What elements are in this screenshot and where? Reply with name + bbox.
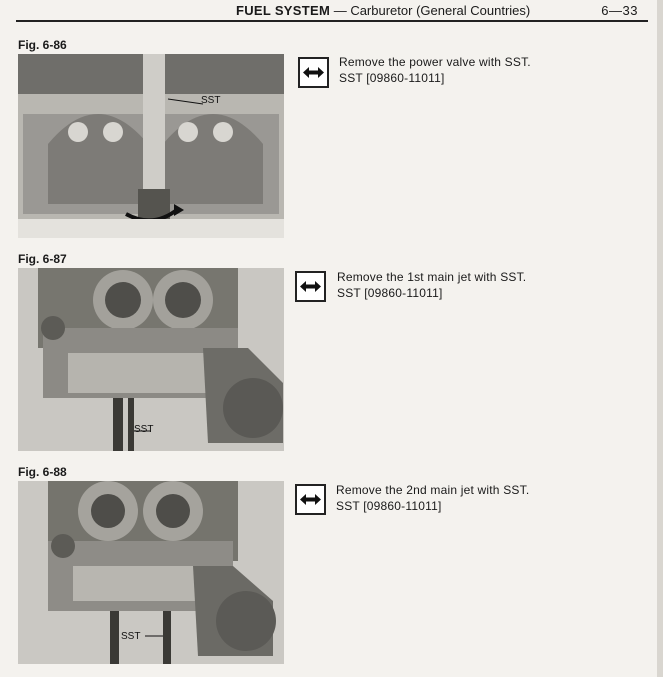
instruction-text [339,54,531,86]
page-edge [657,0,663,677]
remove-arrows-icon [295,484,326,515]
remove-arrows-icon [295,271,326,302]
subsection-title: — Carburetor (General Countries) [333,3,531,18]
tool-callout-label: SST [201,95,221,106]
instruction-text [336,482,529,514]
figure-label: Fig. 6-87 [18,252,67,266]
instruction-line: Remove the power valve with SST. [339,55,531,69]
instruction-line: Remove the 2nd main jet with SST. [336,483,530,497]
figure-label: Fig. 6-86 [18,38,67,52]
section-title: FUEL SYSTEM [236,3,331,18]
instruction-text [337,269,526,301]
figure-photo [18,54,284,238]
tool-callout-label: SST [134,424,154,435]
tool-number: SST [09860-11011] [339,71,445,85]
instruction-line: Remove the 1st main jet with SST. [337,270,527,284]
header-title [236,3,530,18]
figure-label: Fig. 6-88 [18,465,67,479]
page-header [16,0,648,22]
page-number: 6—33 [601,3,638,18]
tool-number: SST [09860-11011] [336,499,442,513]
tool-callout-label: SST [121,631,141,642]
header-rule [16,20,648,22]
remove-arrows-icon [298,57,329,88]
figure-photo [18,481,284,664]
tool-number: SST [09860-11011] [337,286,443,300]
